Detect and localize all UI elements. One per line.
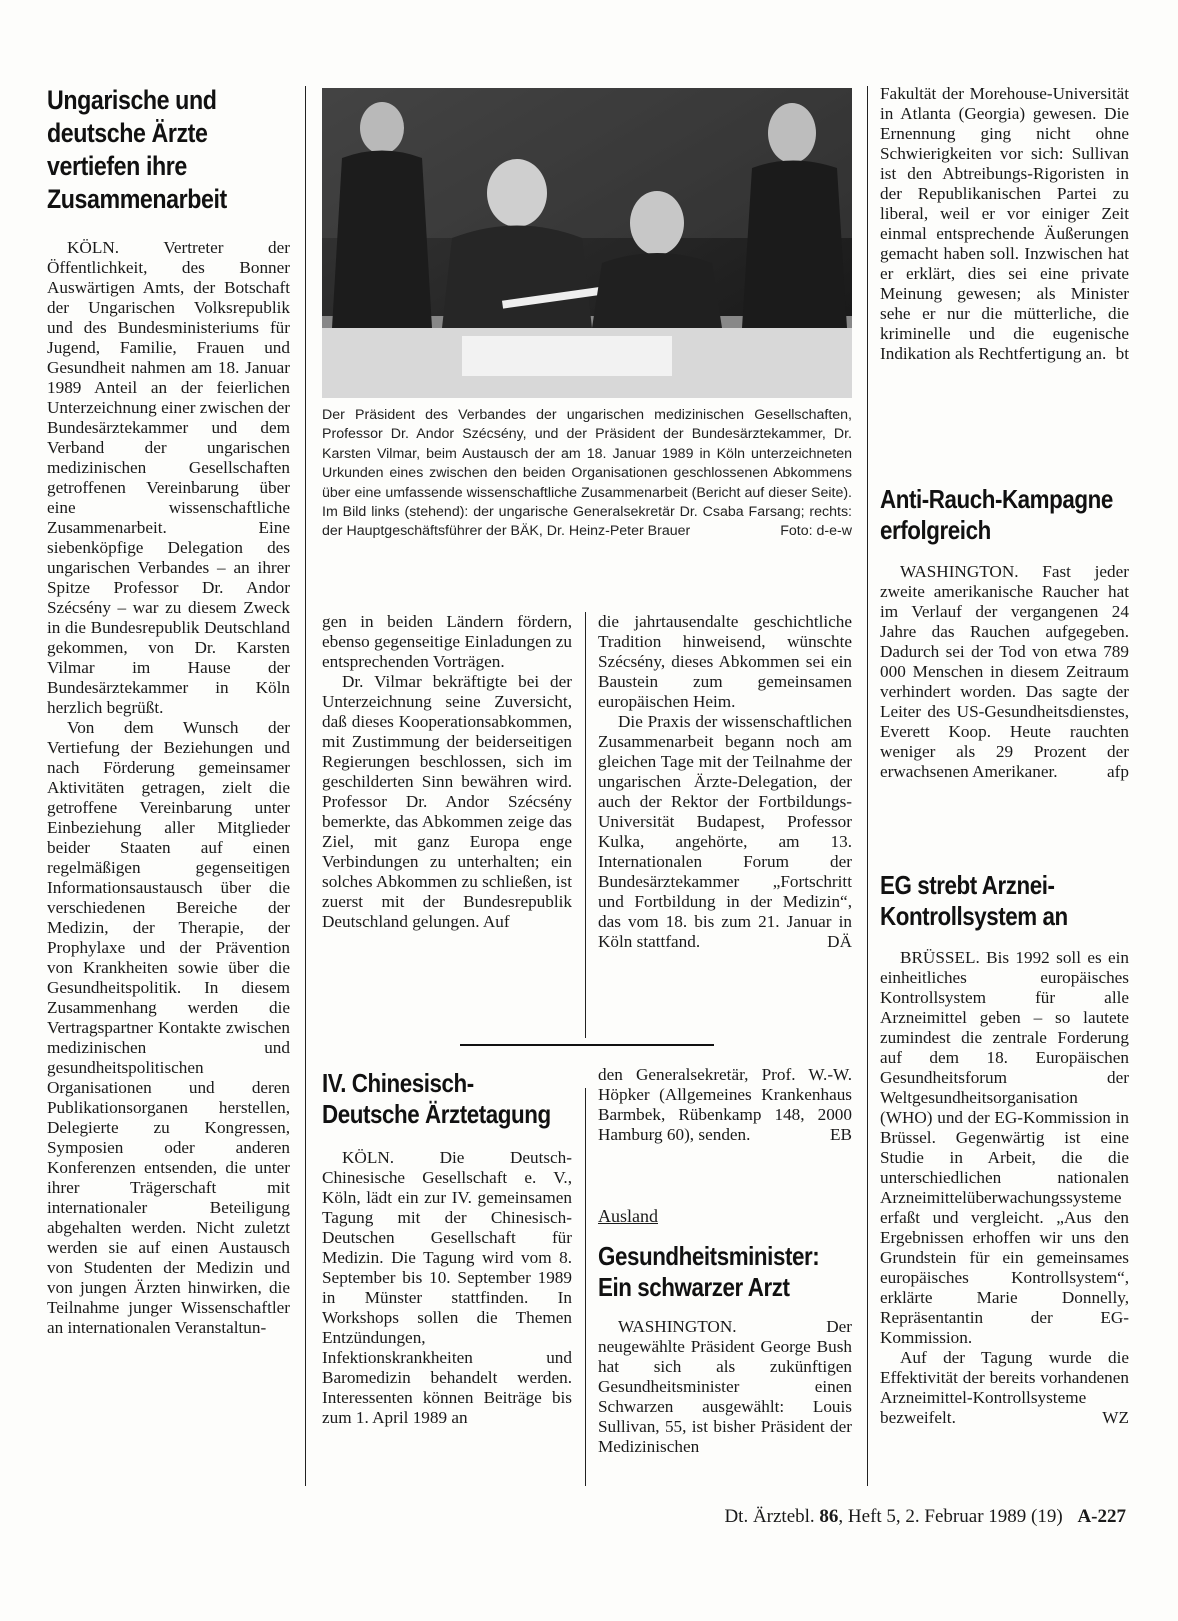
article3-body-col2 xyxy=(880,84,1129,364)
caption-text: Der Präsident des Verbandes der ungarischen medizinischen Gesellschaften, Professor Dr. Andor Szécsény, und der Präsident der Bundesärztekammer, Dr. Karsten Vilmar, beim Austausch der am 18. Januar 1989 in Köln unterzeichneten Urkunden eines zwischen den beiden Organisationen geschlossenen Abkommens über eine umfassende wissenschaftliche Zusammenarbeit (Bericht auf dieser Seite). Im Bild links (stehend): der ungarische Generalsekretär Dr. Csaba Farsang; rechts: der Hauptgeschäftsführer der BÄK, Dr. Heinz-Peter Brauer xyxy=(322,407,852,540)
article4-signature: afp xyxy=(1107,762,1129,781)
article5-paragraph-text: Auf der Tagung wurde die Effektivität der bereits vorhandenen Arzneimittel-Kontrollsysteme bezweifelt. xyxy=(880,1348,1129,1427)
article3 xyxy=(598,1206,852,1457)
photo-caption xyxy=(322,406,852,542)
article3-headline: Gesundheitsminister: Ein schwarzer Arzt xyxy=(598,1241,820,1302)
journal-volume: 86 xyxy=(819,1506,839,1527)
column-1 xyxy=(47,84,290,1338)
journal-name: Dt. Ärztebl. xyxy=(724,1506,815,1527)
article2-headline: IV. Chinesisch-Deutsche Ärztetagung xyxy=(322,1068,551,1129)
article1-paragraph: Dr. Vilmar bekräftigte bei der Unterzeichnung seine Zuversicht, daß dieses Kooperationsabkommen, mit Zustimmung der beiderseitigen Regierungen beschlossen, sich im geschilderten Sinn bewähren wird. Professor Dr. Andor Szécsény bemerkte, das Abkommen zeige das Ziel, mit ganz Europa enge Verbindungen zu unterhalten; ein solches Abkommen zu schließen, ist zuerst mit der Bundesrepublik Deutschland gelungen. Auf xyxy=(322,672,572,931)
article1-paragraph-text: Die Praxis der wissenschaftlichen Zusammenarbeit begann noch am gleichen Tage mit der Teilnahme der ungarischen Ärzte-Delegation, der auch der Rektor der Fortbildungs-Universität Budapest, Professor Kulka, angehörte, am 13. Internationalen Forum der Bundesärztekammer „Fortschritt und Fortbildung in der Medizin“, das vom 18. bis zum 21. Januar in Köln stattfand. xyxy=(598,712,852,951)
article1-body-col2 xyxy=(322,612,572,932)
article1-signature: DÄ xyxy=(827,932,852,951)
article4-paragraph-text: WASHINGTON. Fast jeder zweite amerikanische Raucher hat im Verlauf der vergangenen 24 Jahre das Rauchen aufgegeben. Dadurch sei der Tod von etwa 789 000 Menschen in diesem Zeitraum verhindert worden. Das sagte der Leiter des US-Gesundheitsdienstes, Everett Koop. Heute rauchten weniger als 29 Prozent der erwachsenen Amerikaner. xyxy=(880,562,1129,781)
article-separator xyxy=(460,1044,714,1046)
column-rule xyxy=(867,86,868,1486)
article3-body-col1 xyxy=(598,1317,852,1457)
article1-paragraph xyxy=(598,712,852,952)
article1-paragraph: gen in beiden Ländern fördern, ebenso gegenseitige Einladungen zu entsprechenden Vorträgen. xyxy=(322,612,572,671)
article4-paragraph xyxy=(880,562,1129,782)
article1-paragraph: die jahrtausendalte geschichtliche Tradition hinweisend, wünschte Szécsény, dieses Abkommen sei ein Baustein zum gemeinsamen europäischen Heim. xyxy=(598,612,852,711)
article2-signature: EB xyxy=(830,1125,852,1144)
issue-info: , Heft 5, 2. Februar 1989 (19) xyxy=(838,1506,1063,1527)
article1-paragraph: KÖLN. Vertreter der Öffentlichkeit, des Bonner Auswärtigen Amts, der Botschaft der Ungarischen Volksrepublik und des Bundesministeriums für Jugend, Familie, Frauen und Gesundheit nahmen am 18. Januar 1989 Anteil an der feierlichen Unterzeichnung einer zwischen der Bundesärztekammer und dem Verband der ungarischen medizinischen Gesellschaften getroffenen Vereinbarung über eine wissenschaftliche Zusammenarbeit. Eine siebenköpfige Delegation des ungarischen Verbandes – an ihrer Spitze Professor Dr. Andor Szécsény – war zu diesem Zweck in die Bundesrepublik Deutschland gekommen, von Dr. Karsten Vilmar im Hause der Bundesärztekammer in Köln herzlich begrüßt. xyxy=(47,238,290,717)
article2-paragraph: KÖLN. Die Deutsch-Chinesische Gesellschaft e. V., Köln, lädt ein zur IV. gemeinsamen Tagung mit der Chinesisch-Deutschen Gesellschaft für Medizin. Die Tagung wird vom 8. September bis 10. September 1989 in Münster stattfinden. In Workshops sollen die Themen Entzündungen, Infektionskrankheiten und Baromedizin behandelt werden. Interessenten können Beiträge bis zum 1. April 1989 an xyxy=(322,1148,572,1427)
article2-paragraph xyxy=(598,1065,852,1145)
article1-body-col3 xyxy=(598,612,852,952)
article5-signature: WZ xyxy=(1102,1408,1129,1427)
photo-credit: Foto: d-e-w xyxy=(780,523,852,540)
article3-paragraph-text: Fakultät der Morehouse-Universität in Atlanta (Georgia) gewesen. Die Ernennung ging nicht ohne Schwierigkeiten vor sich: Sullivan ist den Abtreibungs-Rigoristen in der Republikanischen Partei zu liberal, weil er vor einiger Zeit einmal entsprechende Äußerungen gemacht haben soll. Inzwischen hat er erklärt, dies sei eine private Meinung gewesen; als Minister sehe er nur die mütterliche, die kriminelle und die eugenische Indikation als Rechtfertigung an. xyxy=(880,84,1129,363)
page-footer xyxy=(724,1506,1126,1528)
article1-body-col1 xyxy=(47,238,290,1338)
article3-paragraph: WASHINGTON. Der neugewählte Präsident George Bush hat sich als zukünftigen Gesundheitsminister einen Schwarzen ausgewählt: Louis Sullivan, 55, ist bisher Präsident der Medizinischen xyxy=(598,1317,852,1456)
article3-signature: bt xyxy=(1115,344,1129,363)
column-rule xyxy=(585,612,586,1038)
article5 xyxy=(880,870,1129,1428)
section-label: Ausland xyxy=(598,1206,658,1226)
article5-paragraph: BRÜSSEL. Bis 1992 soll es ein einheitliches europäisches Kontrollsystem für alle Arzneimittel geben – so lautete zumindest die zentrale Forderung auf dem 18. Europäischen Gesundheitsforum der Weltgesundheitsorganisation (WHO) und der EG-Kommission in Brüssel. Gegenwärtig ist eine Studie in Arbeit, die die unterschiedlichen nationalen Arzneimittelüberwachungssysteme erfaßt und vergleicht. „Aus den Ergebnissen erhoffen wir uns den Grundstein für ein gemeinsames europäisches Kontrollsystem“, erklärte Marie Donnelly, Repräsentantin der EG-Kommission. xyxy=(880,948,1129,1347)
column-rule xyxy=(305,86,306,1486)
article2 xyxy=(322,1068,572,1428)
article5-body xyxy=(880,948,1129,1428)
article4-body xyxy=(880,562,1129,782)
article1-paragraph: Von dem Wunsch der Vertiefung der Beziehungen und nach Förderung gemeinsamer Aktivitäten getragen, zielt die getroffene Vereinbarung unter Einbeziehung aller Mitglieder beider Staaten auf einen regelmäßigen gegenseitigen Informationsaustausch über die verschiedenen Bereiche der Medizin, der Therapie, der Prophylaxe und der Prävention von Krankheiten sowie über die Gesundheitspolitik. In diesem Zusammenhang werden die Vertragspartner Kontakte zwischen medizinischen und gesundheitspolitischen Organisationen und deren Publikationsorganen herstellen, Delegierte zu Kongressen, Symposien oder anderen Konferenzen entsenden, die unter ihrer Trägerschaft mit internationaler Beteiligung abgehalten werden. Nicht zuletzt werden sie auf einen Austausch von Studenten der Medizin und von jungen Ärzten hinwirken, die Teilnahme junger Wissenschaftler an internationalen Veranstaltun- xyxy=(47,718,290,1337)
article5-headline: EG strebt Arznei-Kontrollsystem an xyxy=(880,870,1068,931)
signing-ceremony-photo xyxy=(322,88,852,398)
article2-paragraph-text: den Generalsekretär, Prof. W.-W. Höpker (Allgemeines Krankenhaus Barmbek, Rübenkamp 148, 2000 Hamburg 60), senden. xyxy=(598,1065,852,1144)
page-number: A-227 xyxy=(1077,1506,1126,1527)
article2-body-col2 xyxy=(598,1065,852,1145)
photo-caption-block xyxy=(322,406,852,542)
column-rule xyxy=(585,1088,586,1486)
article4 xyxy=(880,484,1129,782)
photo-image xyxy=(322,88,852,398)
article5-paragraph xyxy=(880,1348,1129,1428)
article3-paragraph xyxy=(880,84,1129,364)
article1-headline: Ungarische und deutsche Ärzte vertiefen ihre Zusammenarbeit xyxy=(47,85,227,214)
article2-body-col1 xyxy=(322,1148,572,1428)
article4-headline: Anti-Rauch-Kampagne erfolgreich xyxy=(880,484,1113,545)
